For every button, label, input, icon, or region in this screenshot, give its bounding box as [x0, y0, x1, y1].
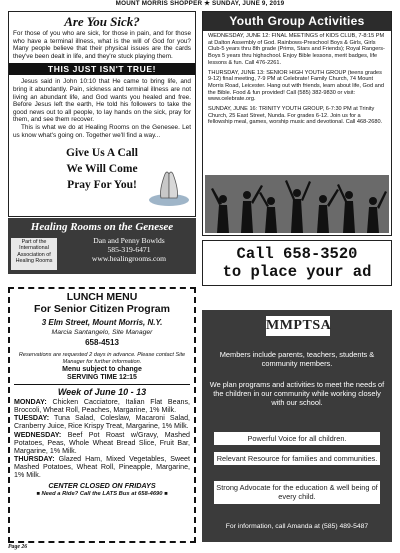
value-box-resource: Relevant Resource for families and communities. [214, 452, 380, 465]
lunch-menu-box [8, 287, 196, 543]
mission-text: We plan programs and activities to meet the needs of the children in our community while working closely with our school. [209, 380, 385, 408]
lunch-phone: 658-4513 [85, 338, 119, 347]
contact-website: www.healingrooms.com [91, 254, 167, 264]
ride-notice: ■ Need a Ride? Call the LATS Bus at 658-4690 ■ [36, 491, 168, 498]
youth-silhouette-photo [205, 175, 389, 233]
healing-rooms-ad [8, 218, 196, 274]
mmptsa-contact: For information, call Amanda at (585) 489-5487 [225, 523, 369, 530]
praying-hands-icon [147, 168, 191, 208]
menu-list [14, 398, 190, 479]
are-you-sick-ad [8, 11, 196, 217]
mmptsa-logo: MMPTSA [266, 316, 330, 336]
youth-listings [203, 31, 391, 131]
healing-rooms-title: Healing Rooms on the Genesee [30, 221, 174, 233]
page-number: Page 26 [8, 544, 28, 550]
contact-phone: 585-319-6471 [107, 245, 151, 255]
menu-day: WEDNESDAY: Beef Pot Roast w/Gravy, Mashed Potatoes, Peas, Whole Wheat Bread Slice, Fruit Bar, Margarine, 1% Milk. [14, 430, 190, 455]
listing-sunday: SUNDAY, JUNE 16: TRINITY YOUTH GROUP, 6-7:30 PM at Trinity Church, 25 East Street, Nunda. For grades 6-12. Join us for a fellowship meal, games, worship music and devotional. Call 468-2680. [208, 106, 383, 126]
youth-group-ad [202, 11, 392, 236]
membership-text: Members include parents, teachers, students & community members. [219, 350, 375, 369]
headline-bar: THIS JUST ISN'T TRUE! [9, 63, 195, 75]
ad-title: Are You Sick? [64, 14, 140, 29]
ad-tagline: to place your ad [222, 263, 372, 281]
reservation-note: Reservations are requested 2 days in advance. Please contact Site Manager for further information. [18, 352, 186, 365]
page-header: MOUNT MORRIS SHOPPER ★ SUNDAY, JUNE 9, 2019 [115, 0, 285, 7]
closed-notice: CENTER CLOSED ON FRIDAYS [48, 481, 156, 491]
youth-title: Youth Group Activities [203, 12, 391, 31]
call-to-action: Give Us A Call We Will Come Pray For You! [66, 147, 138, 192]
contact-block [64, 236, 194, 264]
listing-thursday: THURSDAY, JUNE 13: SENIOR HIGH YOUTH GROUP (teens grades 9-12) final meeting, 7-9 PM at Celebrate! Family Church, 74 Mount Morris Road, Leicester. Hang out with friends, learn about life, God and the Bible. Food & fun provided! Call (585) 382-9830 or visit: www.celebrate.org. [208, 69, 384, 103]
value-box-advocate: Strong Advocate for the education & well being of every child. [214, 481, 380, 504]
lunch-subtitle: For Senior Citizen Program [34, 303, 170, 315]
listing-wednesday: WEDNESDAY, JUNE 12: FINAL MEETINGS of KIDS CLUB, 7-8:15 PM at Dalton Assembly of God. Rainbows-Preschool Boys & Girls, Girls Club-5 years thru 8th grade (Prims, Stars and Friends); Royal Rangers-Boys 5 years thru highschool. Enjoy Bible lessons, merit badges, life lessons & fun. Call 476-2261. [208, 33, 385, 66]
serving-time: SERVING TIME 12:15 [67, 374, 137, 382]
menu-day: MONDAY: Chicken Cacciatore, Italian Flat Beans, Broccoli, Wheat Roll, Peaches, Margarine, 1% Milk. [14, 398, 190, 415]
site-manager: Marcia Santangelo, Site Manager [51, 329, 153, 336]
association-note: Part of the International Association of Healing Rooms [11, 238, 57, 270]
ad-phone-line: Call 658-3520 [236, 245, 358, 263]
menu-change-note: Menu subject to change [62, 366, 142, 374]
value-box-voice: Powerful Voice for all children. [214, 432, 380, 445]
body-text: Jesus said in John 10:10 that He came to bring life, and bring it abundantly. Pain, sickness and terminal illness are not living an abundant life, and God wants you healed and free. Before Jesus left the earth, He told his followers to take the good news out to all people, to lay hands on the sick, pray for them, and see them recover. [13, 78, 191, 124]
call-to-advertise-ad [202, 240, 392, 286]
lunch-address: 3 Elm Street, Mount Morris, N.Y. [41, 318, 163, 327]
contact-names: Dan and Penny Bowlds [93, 236, 165, 245]
lunch-title: LUNCH MENU [66, 291, 138, 303]
intro-text: For those of you who are sick, for those in pain, and for those who have a terminal illness, what is the will of God for you? Many people believe that their physical issues are the cards they've been dealt in life, and they're stuck playing them. [13, 30, 191, 60]
menu-day: THURSDAY: Glazed Ham, Mixed Vegetables, Sweet Mashed Potatoes, Wheat Roll, Pineapple, Margarine, 1% Milk. [14, 454, 190, 480]
menu-day: TUESDAY: Tuna Salad, Coleslaw, Macaroni Salad, Cranberry Juice, Rice Krispy Treat, Margarine, 1% Milk. [14, 414, 190, 431]
mmptsa-ad [202, 310, 392, 542]
body-text-2: This is what we do at Healing Rooms on the Genesee. Let us know what's going on. Together we'll find a way... [13, 123, 191, 139]
week-heading: Week of June 10 - 13 [14, 384, 190, 397]
